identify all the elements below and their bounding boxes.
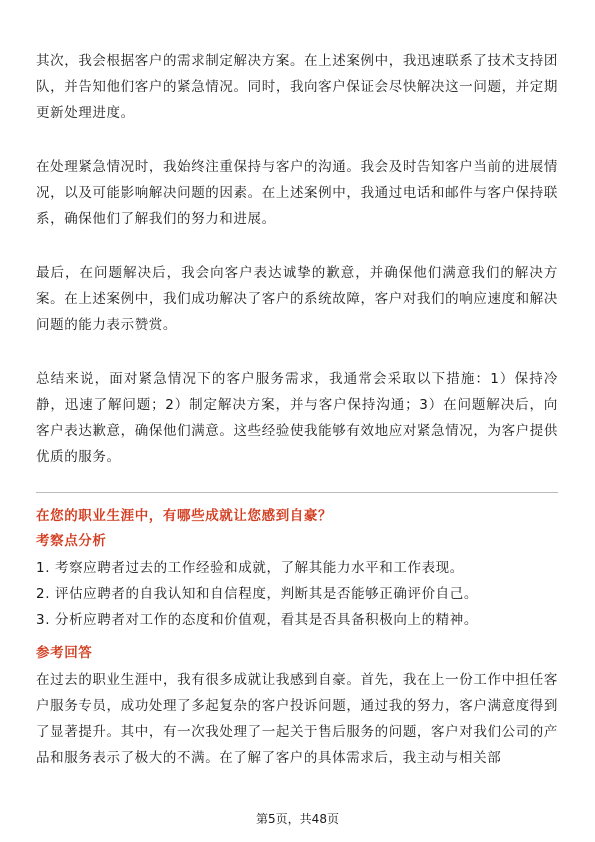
analysis-item: 1. 考察应聘者过去的工作经验和成就，了解其能力水平和工作表现。 [36, 560, 464, 576]
body-paragraph: 最后，在问题解决后，我会向客户表达诚挚的歉意，并确保他们满意我们的解决方案。在上述案例中，我们成功解决了客户的系统故障，客户对我们的响应速度和解决问题的能力表示赞赏。 [36, 265, 558, 333]
analysis-item: 2. 评估应聘者的自我认知和自信程度，判断其是否能够正确评价自己。 [36, 586, 478, 602]
page-content [36, 48, 558, 771]
body-paragraph: 总结来说，面对紧急情况下的客户服务需求，我通常会采取以下措施：1）保持冷静，迅速了解问题；2）制定解决方案，并与客户保持沟通；3）在问题解决后，向客户表达歉意，确保他们满意。这些经验使我能够有效地应对紧急情况，为客户提供优质的服务。 [36, 371, 558, 465]
analysis-list [36, 555, 558, 633]
analysis-item: 3. 分析应聘者对工作的态度和价值观，看其是否具备积极向上的精神。 [36, 612, 478, 628]
reference-answer-heading: 参考回答 [36, 645, 93, 661]
analysis-heading: 考察点分析 [36, 533, 107, 549]
body-paragraph: 其次，我会根据客户的需求制定解决方案。在上述案例中，我迅速联系了技术支持团队，并告知他们客户的紧急情况。同时，我向客户保证会尽快解决这一问题，并定期更新处理进度。 [36, 53, 558, 121]
body-paragraph: 在处理紧急情况时，我始终注重保持与客户的沟通。我会及时告知客户当前的进展情况，以及可能影响解决问题的因素。在上述案例中，我通过电话和邮件与客户保持联系，确保他们了解我们的努力和进展。 [36, 159, 558, 227]
page-number: 第5页，共48页 [256, 812, 339, 826]
interview-question: 在您的职业生涯中，有哪些成就让您感到自豪？ [36, 508, 333, 524]
reference-answer-text: 在过去的职业生涯中，我有很多成就让我感到自豪。首先，我在上一份工作中担任客户服务专员，成功处理了多起复杂的客户投诉问题，通过我的努力，客户满意度得到了显著提升。其中，有一次我处理了一起关于售后服务的问题，客户对我们公司的产品和服务表示了极大的不满。在了解了客户的具体需求后，我主动与相关部 [36, 672, 558, 766]
section-divider [36, 492, 558, 493]
